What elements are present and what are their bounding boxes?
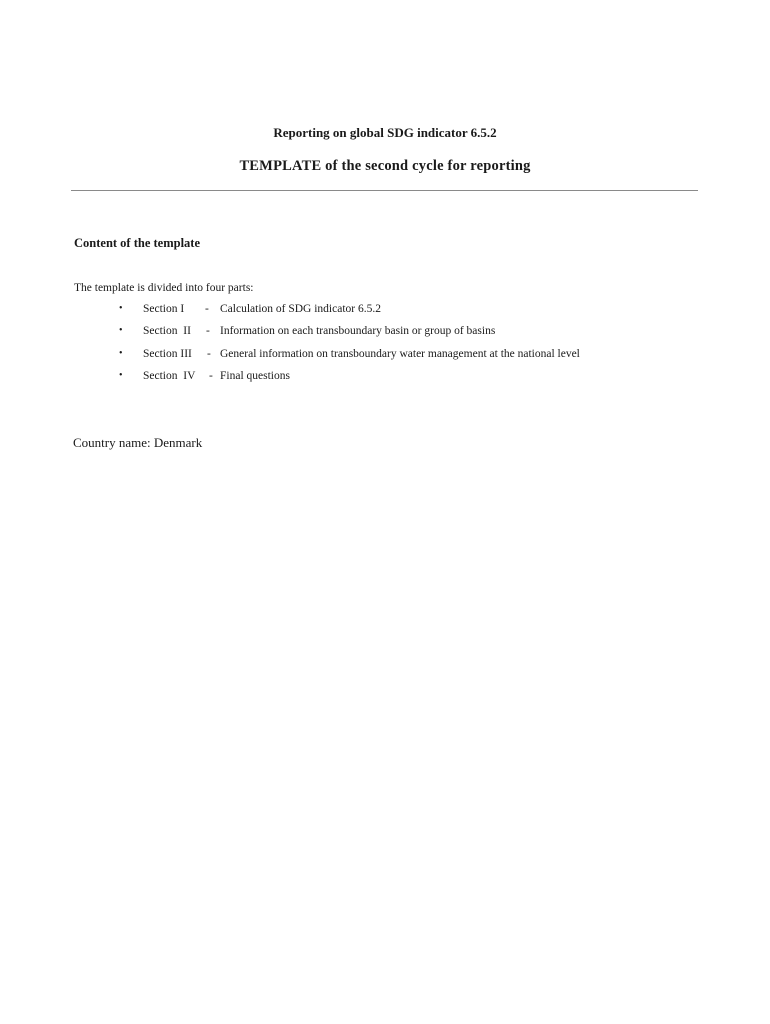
document-title: Reporting on global SDG indicator 6.5.2 [273, 125, 497, 140]
section-dash: - [205, 303, 209, 315]
section-description: Information on each transboundary basin or group of basins [220, 325, 496, 338]
section-description: Calculation of SDG indicator 6.5.2 [220, 303, 381, 315]
bullet-icon: • [119, 369, 123, 381]
bullet-icon: • [119, 347, 123, 359]
intro-text: The template is divided into four parts: [74, 282, 254, 294]
section-name: Section IV [143, 369, 196, 382]
section-dash: - [207, 347, 211, 360]
section-name: Section I [143, 303, 185, 315]
bullet-icon: • [119, 325, 123, 337]
section-dash: - [209, 369, 213, 382]
horizontal-divider [71, 190, 698, 191]
section-description: Final questions [220, 369, 290, 382]
country-name: Country name: Denmark [73, 435, 203, 450]
bullet-icon: • [119, 303, 123, 314]
section-description: General information on transboundary water management at the national level [220, 347, 580, 360]
content-heading: Content of the template [74, 236, 201, 250]
section-dash: - [206, 325, 210, 338]
section-name: Section III [143, 347, 192, 360]
section-name: Section II [143, 325, 191, 338]
document-subtitle: TEMPLATE of the second cycle for reporting [239, 158, 531, 174]
